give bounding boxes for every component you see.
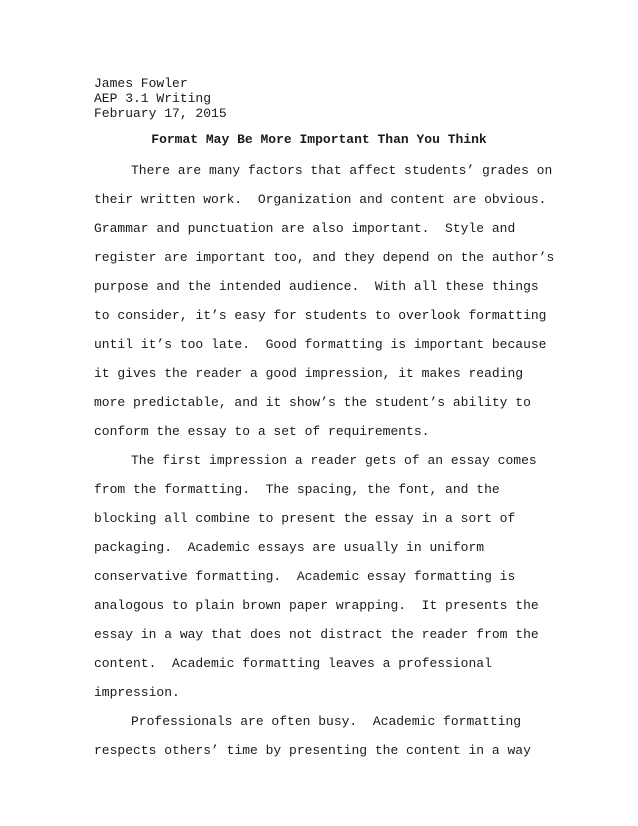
paragraph-line: content. Academic formatting leaves a professional — [94, 656, 492, 671]
paragraph-line: their written work. Organization and content are obvious. — [94, 192, 547, 207]
paragraph-line: to consider, it’s easy for students to overlook formatting — [94, 308, 547, 323]
paragraph-line: it gives the reader a good impression, it makes reading — [94, 366, 524, 381]
paragraph-line: packaging. Academic essays are usually in uniform — [94, 540, 485, 555]
paragraph-line: conform the essay to a set of requirements. — [94, 424, 430, 439]
paragraph-line: essay in a way that does not distract the reader from the — [94, 627, 539, 642]
paragraph-line: Professionals are often busy. Academic formatting — [131, 714, 522, 729]
document-header — [94, 76, 227, 121]
paragraph-line: blocking all combine to present the essay in a sort of — [94, 511, 516, 526]
paragraph-line: more predictable, and it show’s the student’s ability to — [94, 395, 531, 410]
essay-title: Format May Be More Important Than You Think — [151, 132, 487, 147]
paragraph-line: register are important too, and they depend on the author’s — [94, 250, 555, 265]
paragraph-line: respects others’ time by presenting the content in a way — [94, 743, 531, 758]
document-date: February 17, 2015 — [94, 106, 227, 121]
paragraph-line: analogous to plain brown paper wrapping. It presents the — [94, 598, 539, 613]
paragraph-line: impression. — [94, 685, 180, 700]
paragraph-line: The first impression a reader gets of an essay comes — [131, 453, 537, 468]
author-name: James Fowler — [94, 76, 188, 91]
paragraph-line: Grammar and punctuation are also important. Style and — [94, 221, 516, 236]
paragraph-line: until it’s too late. Good formatting is important because — [94, 337, 547, 352]
paragraph-line: There are many factors that affect students’ grades on — [131, 163, 553, 178]
paragraph-line: purpose and the intended audience. With all these things — [94, 279, 539, 294]
paragraph-line: conservative formatting. Academic essay formatting is — [94, 569, 516, 584]
course-name: AEP 3.1 Writing — [94, 91, 212, 106]
essay-body — [94, 156, 554, 765]
paragraph-line: from the formatting. The spacing, the font, and the — [94, 482, 500, 497]
